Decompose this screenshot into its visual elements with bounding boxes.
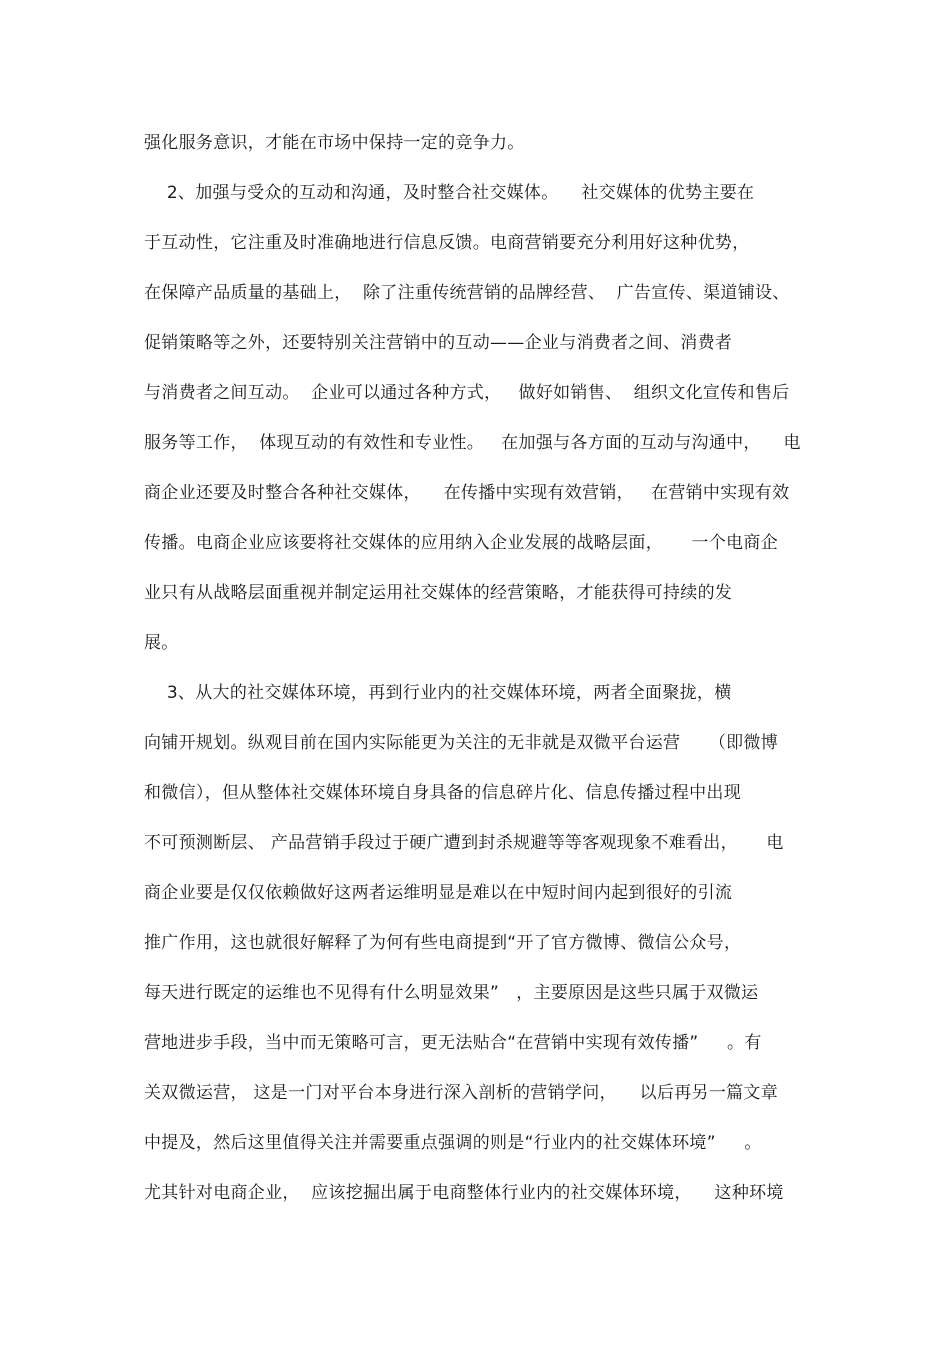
text-line: 于互动性，它注重及时准确地进行信息反馈。电商营销要充分利用好这种优势， [144,233,750,253]
text-line: 2、加强与受众的互动和沟通，及时整合社交媒体。 社交媒体的优势主要在 [144,183,755,203]
text-line: 3、从大的社交媒体环境，再到行业内的社交媒体环境，两者全面聚拢，横 [144,683,732,703]
text-line: 中提及，然后这里值得关注并需要重点强调的则是“行业内的社交媒体环境” 。 [144,1133,762,1153]
text-line: 向铺开规划。纵观目前在国内实际能更为关注的无非就是双微平台运营 （即微博 [144,733,779,753]
text-line: 展。 [144,633,179,653]
text-line: 不可预测断层、 产品营销手段过于硬广遭到封杀规避等等客观现象不难看出， 电 [144,833,784,853]
text-line: 商企业要是仅仅依赖做好这两者运维明显是难以在中短时间内起到很好的引流 [144,883,733,903]
text-line: 尤其针对电商企业， 应该挖掘出属于电商整体行业内的社交媒体环境， 这种环境 [144,1183,784,1203]
text-line: 在保障产品质量的基础上， 除了注重传统营销的品牌经营、 广告宣传、渠道铺设、 [144,283,790,303]
text-line: 关双微运营， 这是一门对平台本身进行深入剖析的营销学问， 以后再另一篇文章 [144,1083,779,1103]
text-line: 推广作用，这也就很好解释了为何有些电商提到“开了官方微博、微信公众号， [144,933,742,953]
text-line: 每天进行既定的运维也不见得有什么明显效果” ，主要原因是这些只属于双微运 [144,983,759,1003]
text-line: 强化服务意识，才能在市场中保持一定的竞争力。 [144,133,525,153]
text-line: 与消费者之间互动。 企业可以通过各种方式， 做好如销售、 组织文化宣传和售后 [144,383,790,403]
text-line: 商企业还要及时整合各种社交媒体， 在传播中实现有效营销， 在营销中实现有效 [144,483,790,503]
text-line: 和微信），但从整体社交媒体环境自身具备的信息碎片化、信息传播过程中出现 [144,783,741,803]
text-line: 业只有从战略层面重视并制定运用社交媒体的经营策略，才能获得可持续的发 [144,583,733,603]
text-line: 营地进步手段，当中而无策略可言，更无法贴合“在营销中实现有效传播” 。有 [144,1033,762,1053]
text-line: 服务等工作， 体现互动的有效性和专业性。 在加强与各方面的互动与沟通中， 电 [144,433,801,453]
text-line: 促销策略等之外，还要特别关注营销中的互动——企业与消费者之间、消费者 [144,333,733,353]
text-line: 传播。电商企业应该要将社交媒体的应用纳入企业发展的战略层面， 一个电商企 [144,533,779,553]
